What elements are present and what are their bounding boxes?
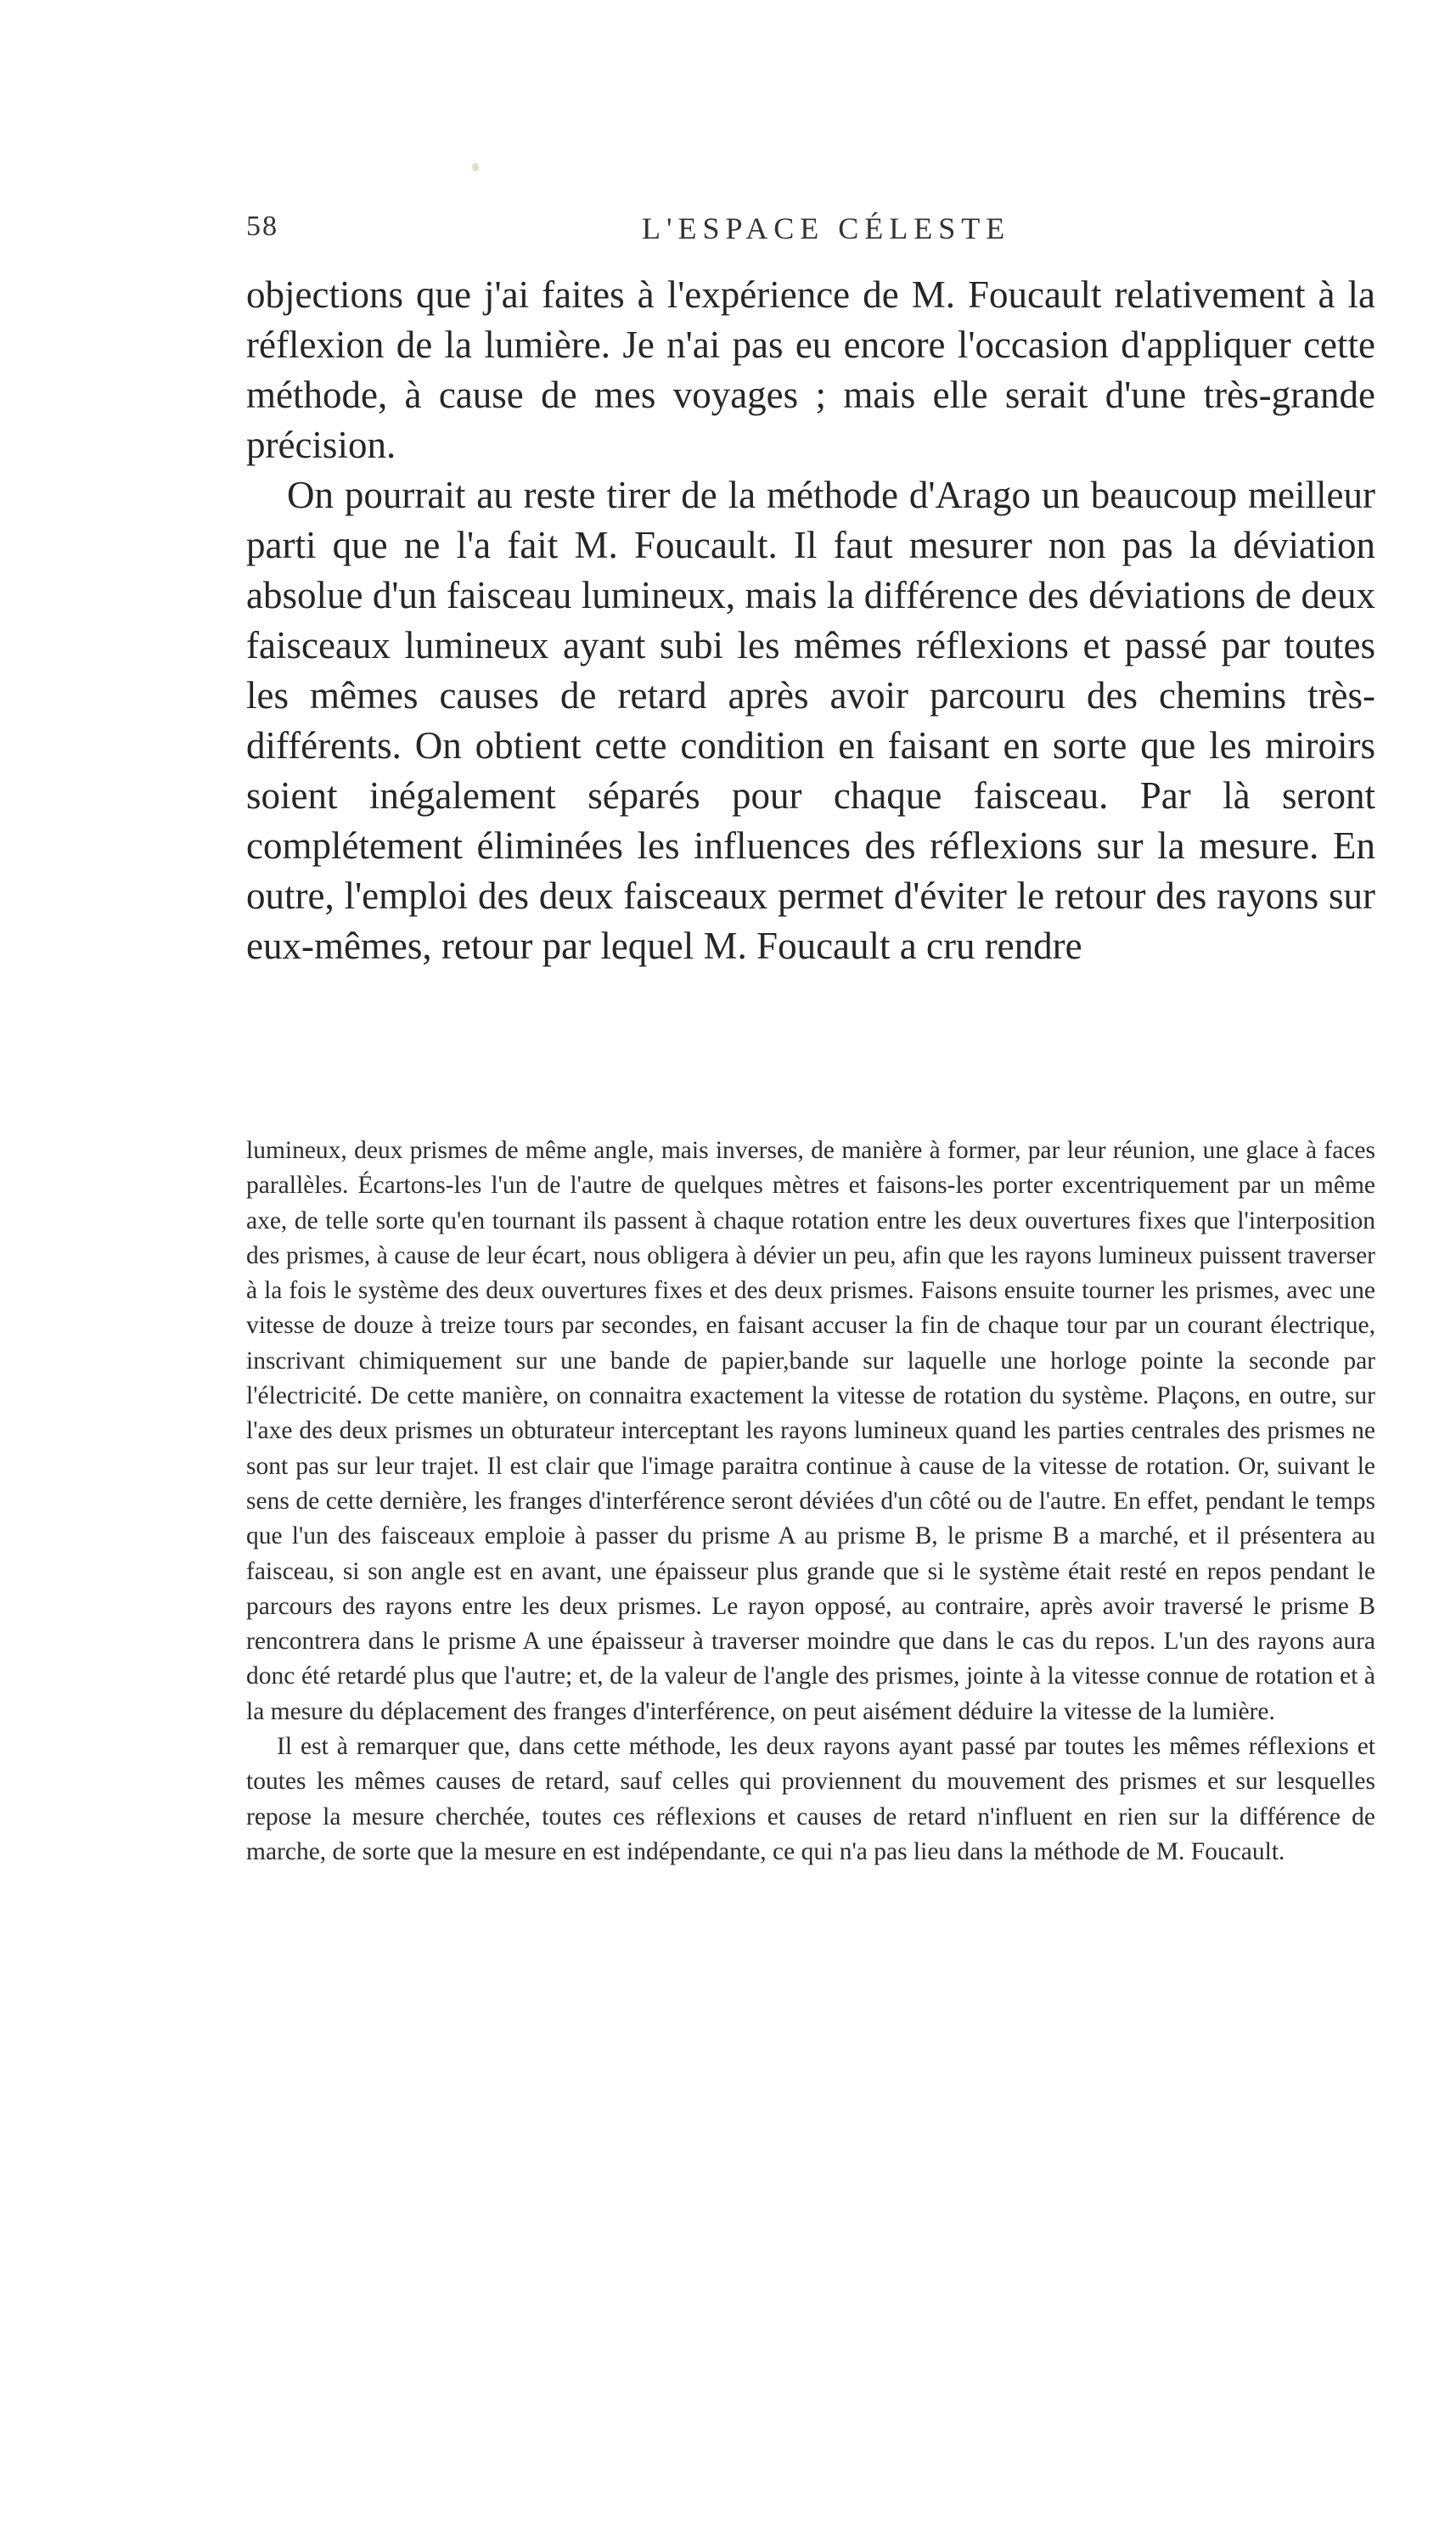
footnote-paragraph-2: Il est à remarquer que, dans cette méthode, les deux rayons ayant passé par toutes les mêmes réflexions et toutes les mêmes causes de retard, sauf celles qui proviennent du mouvement des prismes et sur lesquelles repose la mesure cherchée, toutes ces réflexions et causes de retard n'influent en rien sur la différence de marche, de sorte que la mesure en est indépendante, ce qui n'a pas lieu dans la méthode de M. Foucault. bbox=[246, 1733, 1375, 1865]
main-text bbox=[246, 270, 1375, 971]
running-title: L'ESPACE CÉLESTE bbox=[642, 211, 1011, 245]
body-paragraph-1: objections que j'ai faites à l'expérience de M. Foucault relativement à la réflexion de la lumière. Je n'ai pas eu encore l'occasion d'appliquer cette méthode, à cause de mes voyages ; mais elle serait d'une très-grande précision. bbox=[246, 273, 1375, 466]
page-number: 58 bbox=[246, 211, 278, 242]
footnote bbox=[246, 1133, 1375, 1870]
footnote-paragraph-1: lumineux, deux prismes de même angle, mais inverses, de manière à former, par leur réunion, une glace à faces parallèles. Écartons-les l'un de l'autre de quelques mètres et faisons-les porter excentriquement par un même axe, de telle sorte qu'en tournant ils passent à chaque rotation entre les deux ouvertures fixes que l'interposition des prismes, à cause de leur écart, nous obligera à dévier un peu, afin que les rayons lumineux puissent traverser à la fois le système des deux ouvertures fixes et des deux prismes. Faisons ensuite tourner les prismes, avec une vitesse de douze à treize tours par secondes, en faisant accuser la fin de chaque tour par un courant électrique, inscrivant chimiquement sur une bande de papier,bande sur laquelle une horloge pointe la seconde par l'électricité. De cette manière, on connaitra exactement la vitesse de rotation du système. Plaçons, en outre, sur l'axe des deux prismes un obturateur interceptant les rayons lumineux quand les parties centrales des prismes ne sont pas sur leur trajet. Il est clair que l'image paraitra continue à cause de la vitesse de rotation. Or, suivant le sens de cette dernière, les franges d'interférence seront déviées d'un côté ou de l'autre. En effet, pendant le temps que l'un des faisceaux emploie à passer du prisme A au prisme B, le prisme B a marché, et il présentera au faisceau, si son angle est en avant, une épaisseur plus grande que si le système était resté en repos pendant le parcours des rayons entre les deux prismes. Le rayon opposé, au contraire, après avoir traversé le prisme B rencontrera dans le prisme A une épaisseur à traverser moindre que dans le cas du repos. L'un des rayons aura donc été retardé plus que l'autre; et, de la valeur de l'angle des prismes, jointe à la vitesse connue de rotation et à la mesure du déplacement des franges d'interférence, on peut aisément déduire la vitesse de la lumière. bbox=[246, 1137, 1375, 1725]
body-paragraph-2: On pourrait au reste tirer de la méthode d'Arago un beaucoup meilleur parti que ne l'a fait M. Foucault. Il faut mesurer non pas la déviation absolue d'un faisceau lumineux, mais la différence des déviations de deux faisceaux lumineux ayant subi les mêmes réflexions et passé par toutes les mêmes causes de retard après avoir parcouru des chemins très-différents. On obtient cette condition en faisant en sorte que les miroirs soient inégalement séparés pour chaque faisceau. Par là seront complétement éliminées les influences des réflexions sur la mesure. En outre, l'emploi des deux faisceaux permet d'éviter le retour des rayons sur eux-mêmes, retour par lequel M. Foucault a cru rendre bbox=[246, 474, 1375, 967]
paper-speck bbox=[472, 163, 479, 172]
running-head bbox=[246, 211, 1375, 262]
